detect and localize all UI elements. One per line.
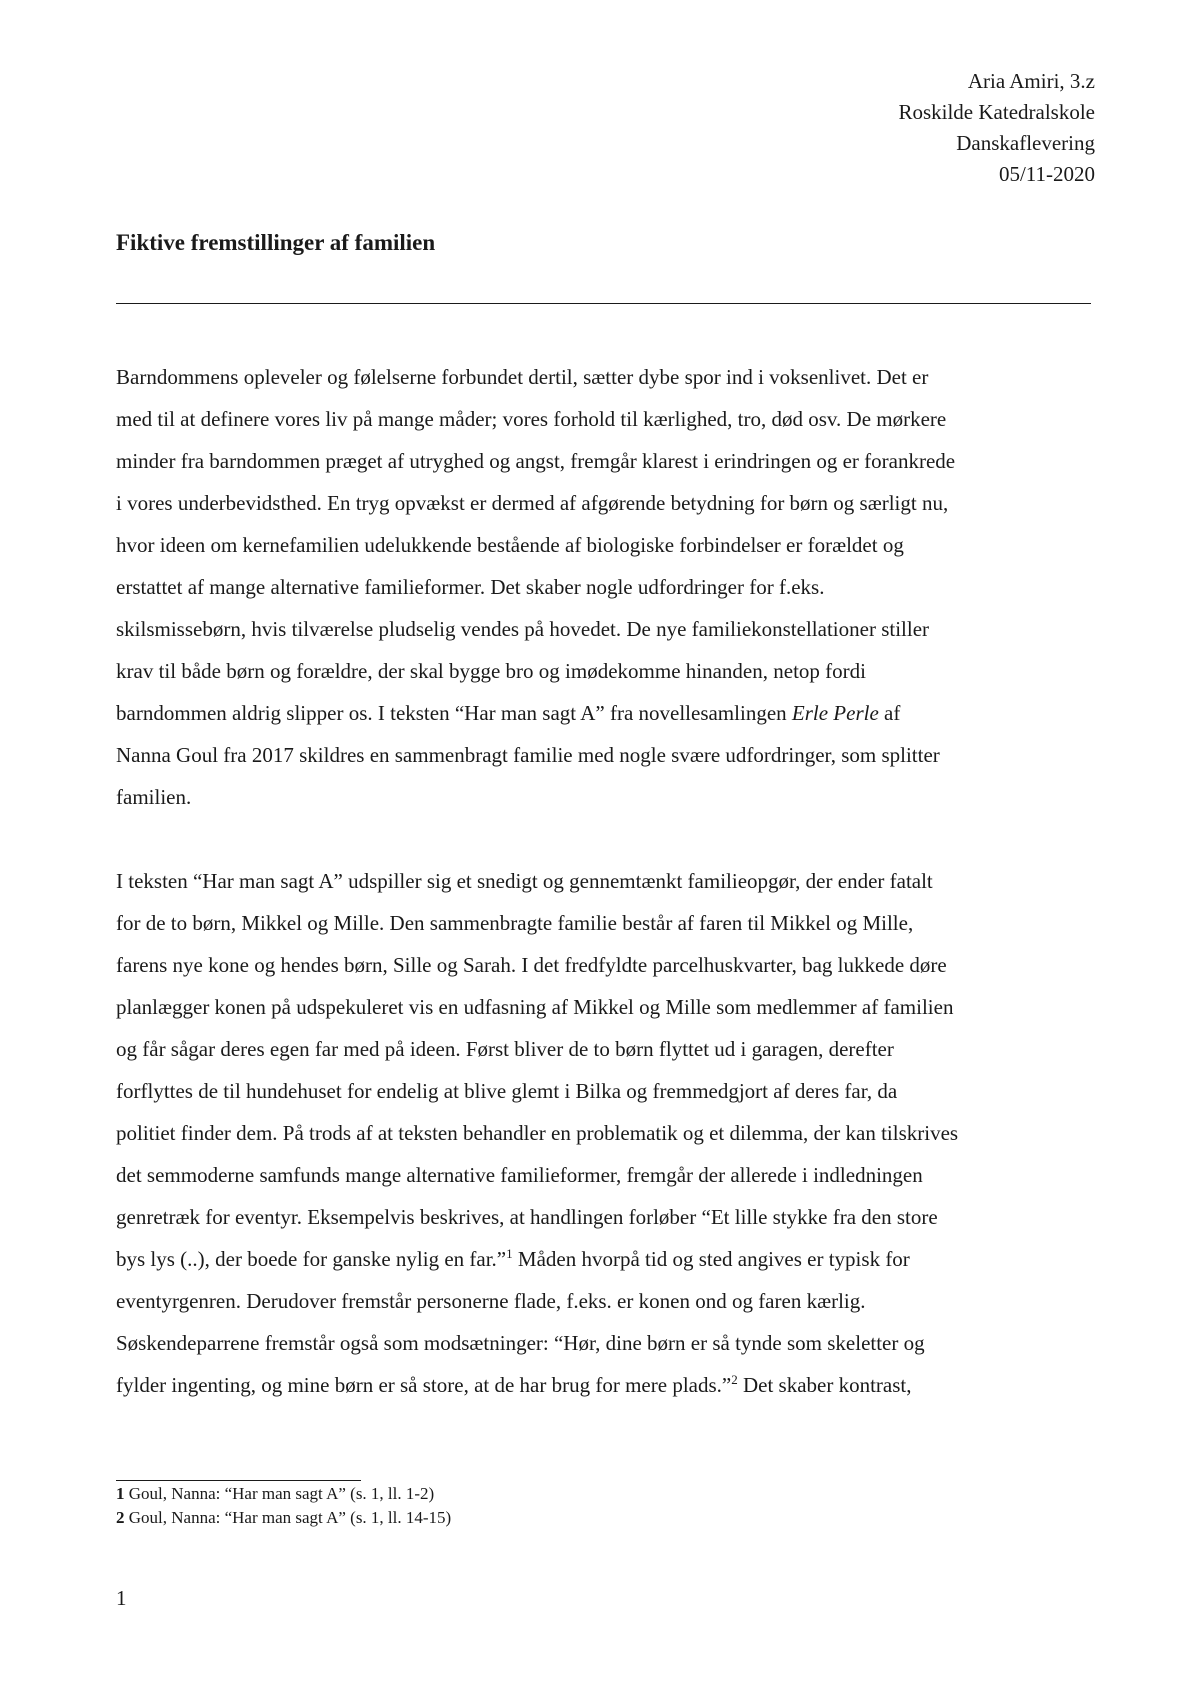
footnote-2 [116, 1506, 451, 1530]
footnote-divider [116, 1480, 361, 1481]
text-line: eventyrgenren. Derudover fremstår personerne flade, f.eks. er konen ond og faren kærlig. [116, 1289, 866, 1313]
text-line: genretræk for eventyr. Eksempelvis beskrives, at handlingen forløber “Et lille stykke fra den store [116, 1205, 938, 1229]
text-segment: fylder ingenting, og mine børn er så store, at de har brug for mere plads.” [116, 1373, 732, 1397]
author-line: Aria Amiri, 3.z [967, 69, 1095, 93]
text-line: politiet finder dem. På trods af at teksten behandler en problematik og et dilemma, der kan tilskrives [116, 1121, 959, 1145]
text-segment: bys lys (..), der boede for ganske nylig en far.” [116, 1247, 507, 1271]
text-line: og får sågar deres egen far med på ideen. Først bliver de to børn flyttet ud i garagen, derefter [116, 1037, 894, 1061]
text-line: det semmoderne samfunds mange alternative familieformer, fremgår der allerede i indledningen [116, 1163, 923, 1187]
school-line: Roskilde Katedralskole [898, 100, 1095, 124]
text-segment: barndommen aldrig slipper os. I teksten “Har man sagt A” fra novellesamlingen [116, 701, 792, 725]
page-number: 1 [116, 1586, 127, 1610]
text-line: hvor ideen om kernefamilien udelukkende bestående af biologiske forbindelser er forældet og [116, 533, 904, 557]
text-line: familien. [116, 785, 192, 809]
text-line: for de to børn, Mikkel og Mille. Den sammenbragte familie består af faren til Mikkel og Mille, [116, 911, 914, 935]
footnote-number: 1 [116, 1484, 125, 1503]
date-line: 05/11-2020 [998, 162, 1095, 186]
footnote-ref-1[interactable]: 1 [506, 1246, 513, 1261]
text-line: Søskendeparrene fremstår også som modsætninger: “Hør, dine børn er så tynde som skeletter og [116, 1331, 925, 1355]
text-line: Nanna Goul fra 2017 skildres en sammenbragt familie med nogle svære udfordringer, som splitter [116, 743, 940, 767]
assignment-line: Danskaflevering [956, 131, 1095, 155]
text-line [116, 1364, 1091, 1406]
text-line: med til at definere vores liv på mange måder; vores forhold til kærlighed, tro, død osv. De mørkere [116, 407, 947, 431]
text-segment: Det skaber kontrast, [737, 1373, 912, 1397]
text-line: erstattet af mange alternative familieformer. Det skaber nogle udfordringer for f.eks. [116, 575, 825, 599]
text-segment: Måden hvorpå tid og sted angives er typisk for [512, 1247, 910, 1271]
text-line: skilsmissebørn, hvis tilværelse pludselig vendes på hovedet. De nye familiekonstellationer stiller [116, 617, 930, 641]
paragraph-2 [116, 860, 1091, 1406]
text-line: forflyttes de til hundehuset for endelig at blive glemt i Bilka og fremmedgjort af deres far, da [116, 1079, 898, 1103]
document-title: Fiktive fremstillinger af familien [116, 230, 436, 255]
text-segment: af [878, 701, 901, 725]
text-line: Barndommens opleveler og følelserne forbundet dertil, sætter dybe spor ind i voksenlivet. Det er [116, 365, 929, 389]
footnote-ref-2[interactable]: 2 [731, 1372, 738, 1387]
footnotes [116, 1482, 451, 1530]
text-line: krav til både børn og forældre, der skal bygge bro og imødekomme hinanden, netop fordi [116, 659, 866, 683]
title-divider [116, 303, 1091, 304]
text-line [116, 692, 1091, 734]
footnote-1 [116, 1482, 451, 1506]
text-line [116, 1238, 1091, 1280]
book-title: Erle Perle [791, 701, 879, 725]
header-info [898, 66, 1095, 190]
text-line: minder fra barndommen præget af utryghed og angst, fremgår klarest i erindringen og er forankrede [116, 449, 956, 473]
footnote-text: Goul, Nanna: “Har man sagt A” (s. 1, ll. 1-2) [124, 1484, 435, 1503]
text-line: i vores underbevidsthed. En tryg opvækst er dermed af afgørende betydning for børn og særligt nu, [116, 491, 949, 515]
text-line: farens nye kone og hendes børn, Sille og Sarah. I det fredfyldte parcelhuskvarter, bag lukkede døre [116, 953, 947, 977]
footnote-text: Goul, Nanna: “Har man sagt A” (s. 1, ll. 14-15) [124, 1508, 452, 1527]
text-line: planlægger konen på udspekuleret vis en udfasning af Mikkel og Mille som medlemmer af familien [116, 995, 954, 1019]
paragraph-1 [116, 356, 1091, 818]
footnote-number: 2 [116, 1508, 125, 1527]
text-line: I teksten “Har man sagt A” udspiller sig et snedigt og gennemtænkt familieopgør, der ender fatalt [116, 869, 933, 893]
